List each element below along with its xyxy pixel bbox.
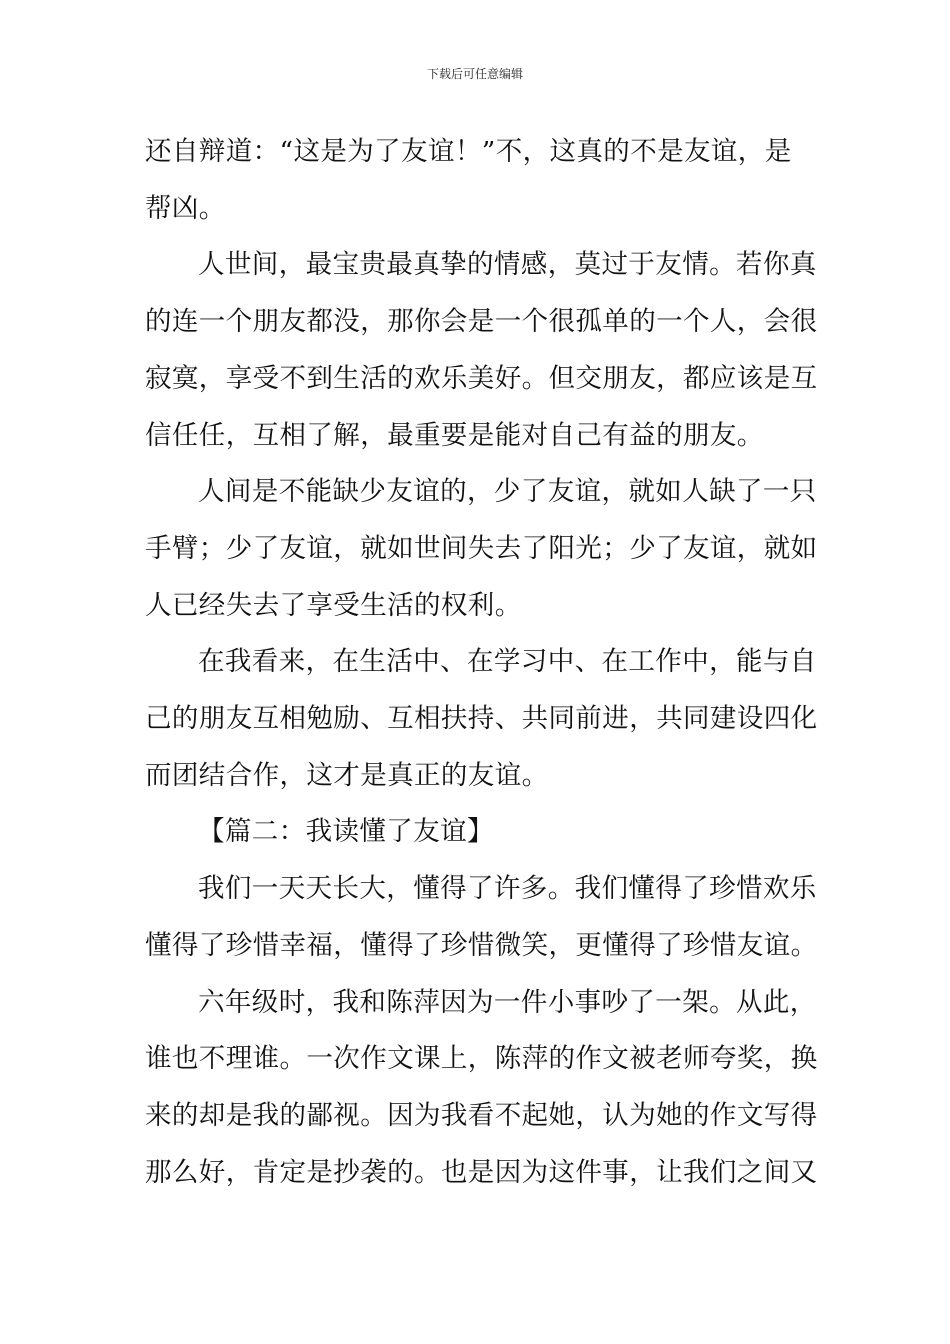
text-line: 还自辩道：“这是为了友谊！”不，这真的不是友谊，是 <box>145 136 792 167</box>
paragraph-start: 六年级时，我和陈萍因为一件小事吵了一架。从此， <box>198 986 817 1018</box>
text-line: 懂得了珍惜幸福，懂得了珍惜微笑，更懂得了珍惜友谊。 <box>145 929 818 961</box>
text-line: 寂寞，享受不到生活的欢乐美好。但交朋友，都应该是互 <box>145 362 818 394</box>
text-line: 帮凶。 <box>145 192 226 224</box>
text-line: 谁也不理谁。一次作文课上，陈萍的作文被老师夸奖，换 <box>145 1043 818 1075</box>
paragraph-start: 我们一天天长大，懂得了许多。我们懂得了珍惜欢乐 <box>198 873 817 905</box>
paragraph-start: 人世间，最宝贵最真挚的情感，莫过于友情。若你真 <box>198 249 817 281</box>
text-line: 手臂；少了友谊，就如世间失去了阳光；少了友谊，就如 <box>145 532 818 564</box>
paragraph-start: 在我看来，在生活中、在学习中、在工作中，能与自 <box>198 646 817 678</box>
page-header-note: 下载后可任意编辑 <box>426 67 523 81</box>
text-line: 那么好，肯定是抄袭的。也是因为这件事，让我们之间又 <box>145 1156 818 1188</box>
text-line: 人已经失去了享受生活的权利。 <box>145 589 522 621</box>
document-body <box>145 124 825 1201</box>
section-heading: 【篇二：我读懂了友谊】 <box>198 816 494 848</box>
text-line: 的连一个朋友都没，那你会是一个很孤单的一个人，会很 <box>145 306 818 338</box>
text-line: 来的却是我的鄙视。因为我看不起她，认为她的作文写得 <box>145 1099 818 1131</box>
text-line: 己的朋友互相勉励、互相扶持、共同前进，共同建设四化 <box>145 703 818 735</box>
text-line: 而团结合作，这才是真正的友谊。 <box>145 759 549 791</box>
text-line: 信任任，互相了解，最重要是能对自己有益的朋友。 <box>145 419 764 451</box>
paragraph-start: 人间是不能缺少友谊的，少了友谊，就如人缺了一只 <box>198 476 817 508</box>
